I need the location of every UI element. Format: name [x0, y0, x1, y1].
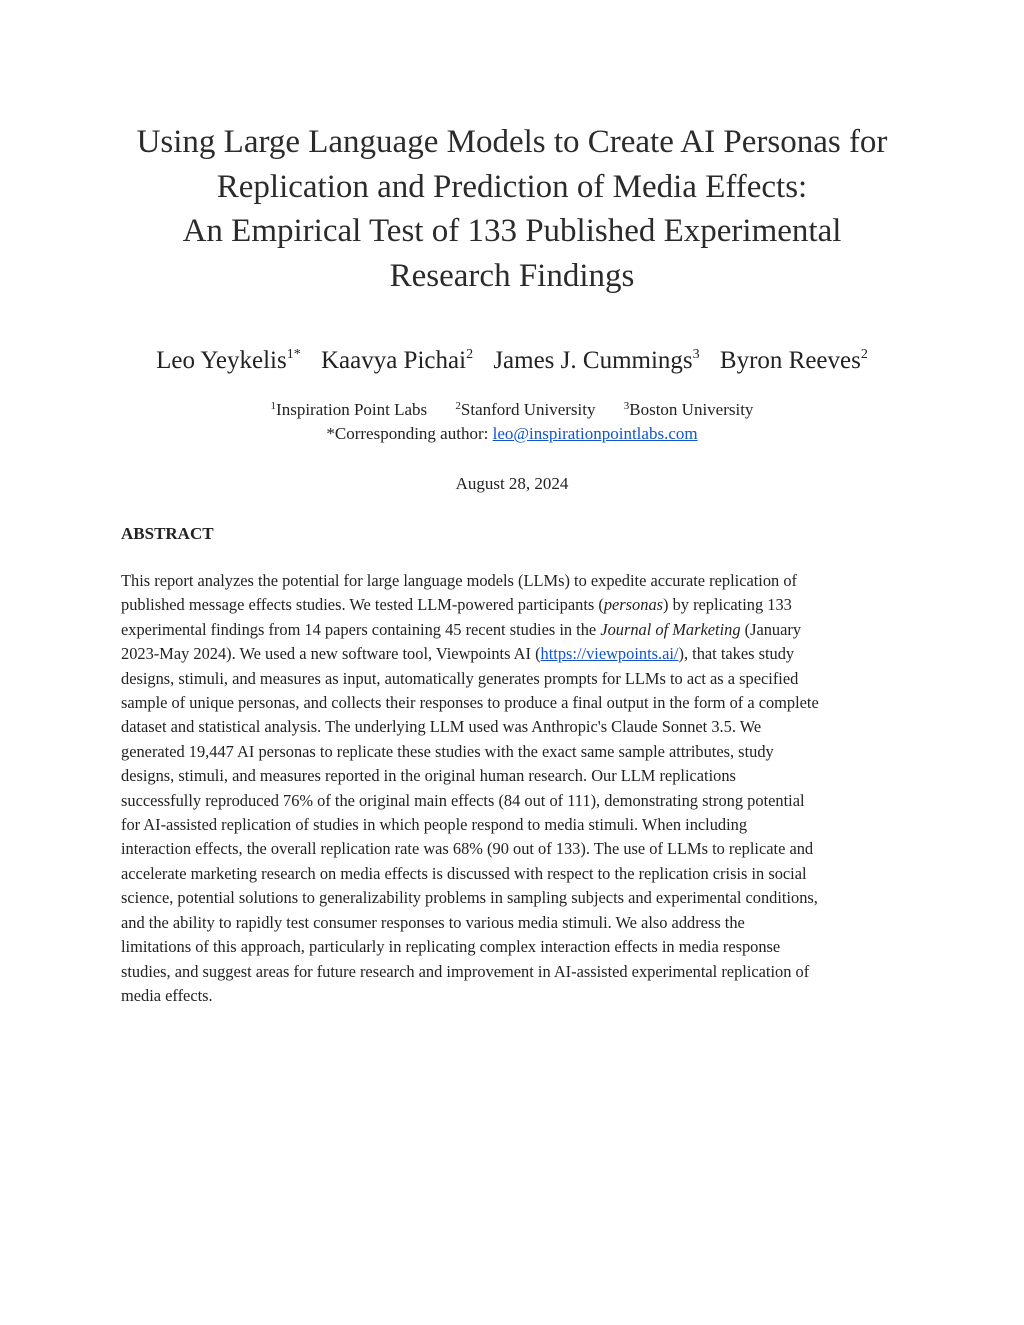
author — [321, 344, 473, 378]
abstract-text: experimental findings from 14 papers containing 45 recent studies in the — [121, 619, 601, 639]
affiliation — [624, 398, 754, 422]
author-affiliation-marker: 3 — [692, 347, 700, 362]
abstract-emphasis: personas — [603, 595, 664, 615]
abstract-text: ) by replicating 133 — [663, 595, 792, 615]
abstract-line: science, potential solutions to generalizability problems in sampling subjects and experimental conditions, — [121, 888, 818, 908]
corresponding-author — [60, 422, 964, 446]
title-line: An Empirical Test of 133 Published Experimental — [182, 213, 842, 249]
abstract-line: accelerate marketing research on media effects is discussed with respect to the replication crisis in social — [121, 863, 807, 883]
abstract-heading: ABSTRACT — [121, 524, 214, 543]
abstract-body — [121, 569, 911, 1008]
affiliation — [271, 398, 428, 422]
affiliation-marker: 1 — [270, 400, 277, 412]
author-list — [60, 344, 964, 378]
viewpoints-link[interactable]: https://viewpoints.ai/ — [540, 644, 679, 664]
title-line: Research Findings — [389, 257, 635, 294]
corresponding-label: *Corresponding author: — [326, 424, 493, 443]
abstract-line — [121, 593, 911, 617]
affiliation-name: Stanford University — [460, 400, 596, 419]
title-line: Replication and Prediction of Media Effects: — [216, 168, 808, 205]
abstract-text: published message effects studies. We tested LLM-powered participants ( — [121, 595, 604, 615]
author-name: Kaavya Pichai — [320, 347, 467, 374]
affiliation-marker: 2 — [455, 400, 461, 412]
abstract-line: media effects. — [121, 985, 213, 1005]
author-affiliation-marker: 2 — [466, 347, 474, 362]
affiliation — [455, 398, 595, 422]
affiliation-list — [60, 398, 964, 422]
author — [720, 344, 868, 378]
paper-title — [100, 120, 924, 298]
abstract-text: 2023-May 2024). We used a new software tool, Viewpoints AI ( — [121, 644, 541, 664]
affiliation-name: Inspiration Point Labs — [276, 400, 428, 419]
abstract-line — [121, 642, 911, 666]
abstract-line: studies, and suggest areas for future research and improvement in AI-assisted experimental replication of — [121, 961, 810, 981]
abstract-line: interaction effects, the overall replication rate was 68% (90 out of 133). The use of LLMs to replicate and — [121, 839, 814, 859]
abstract-line: and the ability to rapidly test consumer responses to various media stimuli. We also address the — [121, 912, 745, 932]
affiliation-marker: 3 — [623, 400, 630, 412]
abstract-line: successfully reproduced 76% of the original main effects (84 out of 111), demonstrating strong potential — [121, 790, 805, 810]
author — [156, 344, 301, 378]
author-name: Byron Reeves — [719, 347, 861, 374]
abstract-line — [121, 618, 911, 642]
abstract-line: dataset and statistical analysis. The underlying LLM used was Anthropic's Claude Sonnet 3.5. We — [121, 717, 762, 737]
author — [493, 344, 699, 378]
author-affiliation-marker: 2 — [860, 347, 868, 362]
abstract-line: limitations of this approach, particularly in replicating complex interaction effects in media response — [121, 937, 781, 957]
abstract-line: generated 19,447 AI personas to replicate these studies with the exact same sample attributes, study — [121, 741, 774, 761]
abstract-line: sample of unique personas, and collects their responses to produce a final output in the form of a complete — [121, 693, 819, 713]
author-name: Leo Yeykelis — [156, 347, 287, 374]
author-name: James J. Cummings — [493, 347, 693, 374]
affiliation-name: Boston University — [629, 400, 754, 419]
abstract-line: for AI-assisted replication of studies in which people respond to media stimuli. When including — [121, 815, 748, 835]
title-line: Using Large Language Models to Create AI Personas for — [136, 124, 888, 160]
journal-name: Journal of Marketing — [600, 619, 741, 639]
author-affiliation-marker: 1* — [286, 347, 301, 362]
abstract-text: ), that takes study — [678, 644, 795, 664]
abstract-text: (January — [740, 619, 802, 639]
publication-date: August 28, 2024 — [455, 474, 569, 493]
abstract-line: This report analyzes the potential for large language models (LLMs) to expedite accurate replication of — [121, 571, 798, 590]
abstract-line: designs, stimuli, and measures reported in the original human research. Our LLM replications — [121, 766, 736, 786]
corresponding-email-link[interactable]: leo@inspirationpointlabs.com — [492, 424, 698, 443]
abstract-line: designs, stimuli, and measures as input, automatically generates prompts for LLMs to act as a specified — [121, 668, 799, 688]
